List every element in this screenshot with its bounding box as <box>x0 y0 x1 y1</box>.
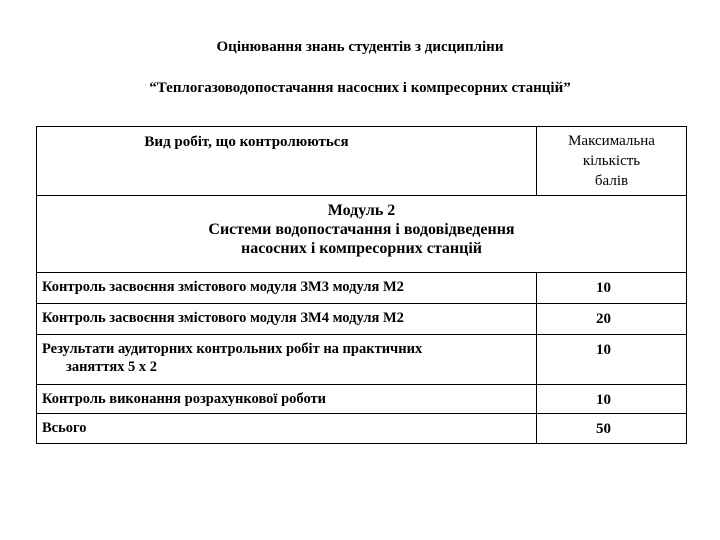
total-label-cell: Всього <box>37 414 537 444</box>
total-score: 50 <box>596 421 611 437</box>
header-score-line: балів <box>594 173 629 189</box>
row-task-line: Результати аудиторних контрольних робіт на практичних <box>42 341 423 357</box>
row-score: 20 <box>596 311 611 327</box>
module-subtitle: Системи водопостачання і водовідведення <box>208 221 515 238</box>
discipline-name: “Теплогазоводопостачання насосних і компресорних станцій” <box>149 80 571 96</box>
table-row <box>37 304 687 335</box>
header-task-label: Вид робіт, що контролюються <box>144 134 349 150</box>
total-row <box>37 414 687 444</box>
table-row <box>37 273 687 304</box>
header-score-line: Максимальна <box>568 133 655 149</box>
row-task-cell: Контроль засвоєння змістового модуля ЗМ3 модуля М2 <box>37 273 537 304</box>
module-subtitle: насосних і компресорних станцій <box>240 240 482 257</box>
module-cell <box>37 196 687 273</box>
table-header-row <box>37 127 687 196</box>
module-row <box>37 196 687 273</box>
row-score: 10 <box>596 392 611 408</box>
row-task-cell: Контроль засвоєння змістового модуля ЗМ4 модуля М2 <box>37 304 537 335</box>
total-score-cell <box>537 414 687 444</box>
row-task-line: заняттях 5 х 2 <box>66 359 158 375</box>
row-score: 10 <box>596 280 611 296</box>
grading-table <box>36 126 687 444</box>
module-title: Модуль 2 <box>327 202 396 219</box>
row-task-cell: Контроль виконання розрахункової роботи <box>37 385 537 414</box>
table-row <box>37 335 687 385</box>
row-score: 10 <box>596 342 611 358</box>
table-row <box>37 385 687 414</box>
row-score-cell <box>537 385 687 414</box>
document-title: Оцінювання знань студентів з дисципліни <box>216 39 504 55</box>
row-score-cell <box>537 335 687 385</box>
header-score-line: кількість <box>582 153 641 169</box>
row-score-cell <box>537 304 687 335</box>
row-score-cell <box>537 273 687 304</box>
header-task-cell <box>37 127 537 196</box>
row-task-cell <box>37 335 537 385</box>
header-score-cell <box>537 127 687 196</box>
